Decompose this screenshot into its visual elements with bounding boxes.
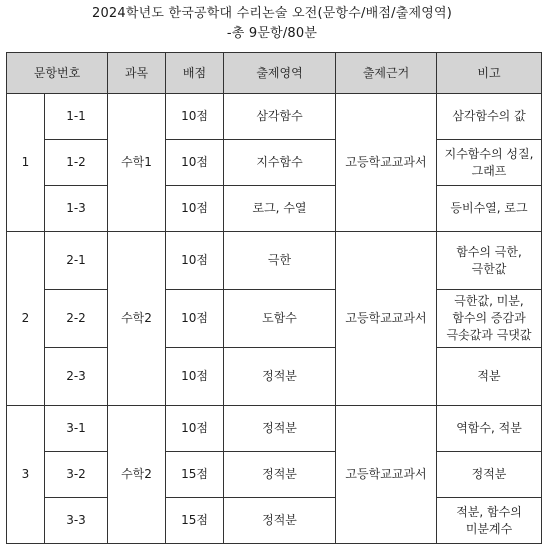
basis-cell: 고등학교교과서 xyxy=(336,406,437,544)
table-row xyxy=(7,290,542,348)
table-row xyxy=(7,140,542,186)
area-cell: 정적분 xyxy=(224,498,336,544)
score-cell: 10점 xyxy=(166,290,224,348)
note-cell: 정적분 xyxy=(437,452,542,498)
header-area: 출제영역 xyxy=(224,53,336,94)
group-number: 2 xyxy=(7,232,45,406)
header-subject: 과목 xyxy=(108,53,166,94)
note-cell: 지수함수의 성질, 그래프 xyxy=(437,140,542,186)
header-item-number: 문항번호 xyxy=(7,53,108,94)
item-number: 2-2 xyxy=(45,290,108,348)
area-cell: 로그, 수열 xyxy=(224,186,336,232)
subject-cell: 수학1 xyxy=(108,94,166,232)
table-row xyxy=(7,406,542,452)
basis-cell: 고등학교교과서 xyxy=(336,232,437,406)
area-cell: 도함수 xyxy=(224,290,336,348)
group-number: 1 xyxy=(7,94,45,232)
note-cell: 삼각함수의 값 xyxy=(437,94,542,140)
document-title: 2024학년도 한국공학대 수리논술 오전(문항수/배점/출제영역) xyxy=(91,6,453,21)
item-number: 2-3 xyxy=(45,348,108,406)
header-row xyxy=(7,53,542,94)
item-number: 1-1 xyxy=(45,94,108,140)
table-row xyxy=(7,186,542,232)
area-cell: 정적분 xyxy=(224,406,336,452)
item-number: 2-1 xyxy=(45,232,108,290)
area-cell: 정적분 xyxy=(224,348,336,406)
area-cell: 극한 xyxy=(224,232,336,290)
table-row xyxy=(7,498,542,544)
note-cell: 함수의 극한, 극한값 xyxy=(437,232,542,290)
table-row xyxy=(7,232,542,290)
item-number: 1-3 xyxy=(45,186,108,232)
score-cell: 15점 xyxy=(166,452,224,498)
score-cell: 10점 xyxy=(166,232,224,290)
basis-cell: 고등학교교과서 xyxy=(336,94,437,232)
area-cell: 삼각함수 xyxy=(224,94,336,140)
note-cell: 적분, 함수의 미분계수 xyxy=(437,498,542,544)
item-number: 1-2 xyxy=(45,140,108,186)
item-number: 3-3 xyxy=(45,498,108,544)
area-cell: 정적분 xyxy=(224,452,336,498)
subject-cell: 수학2 xyxy=(108,406,166,544)
table-row xyxy=(7,452,542,498)
header-score: 배점 xyxy=(166,53,224,94)
note-cell: 극한값, 미분, 함수의 증감과 극솟값과 극댓값 xyxy=(437,290,542,348)
score-cell: 10점 xyxy=(166,348,224,406)
score-cell: 15점 xyxy=(166,498,224,544)
score-cell: 10점 xyxy=(166,94,224,140)
score-cell: 10점 xyxy=(166,186,224,232)
table-row xyxy=(7,94,542,140)
header-basis: 출제근거 xyxy=(336,53,437,94)
document-subtitle: -총 9문항/80분 xyxy=(226,26,318,41)
note-cell: 적분 xyxy=(437,348,542,406)
exam-table xyxy=(6,52,542,544)
score-cell: 10점 xyxy=(166,406,224,452)
item-number: 3-2 xyxy=(45,452,108,498)
score-cell: 10점 xyxy=(166,140,224,186)
subject-cell: 수학2 xyxy=(108,232,166,406)
table-row xyxy=(7,348,542,406)
note-cell: 역함수, 적분 xyxy=(437,406,542,452)
area-cell: 지수함수 xyxy=(224,140,336,186)
note-cell: 등비수열, 로그 xyxy=(437,186,542,232)
item-number: 3-1 xyxy=(45,406,108,452)
group-number: 3 xyxy=(7,406,45,544)
header-note: 비고 xyxy=(437,53,542,94)
